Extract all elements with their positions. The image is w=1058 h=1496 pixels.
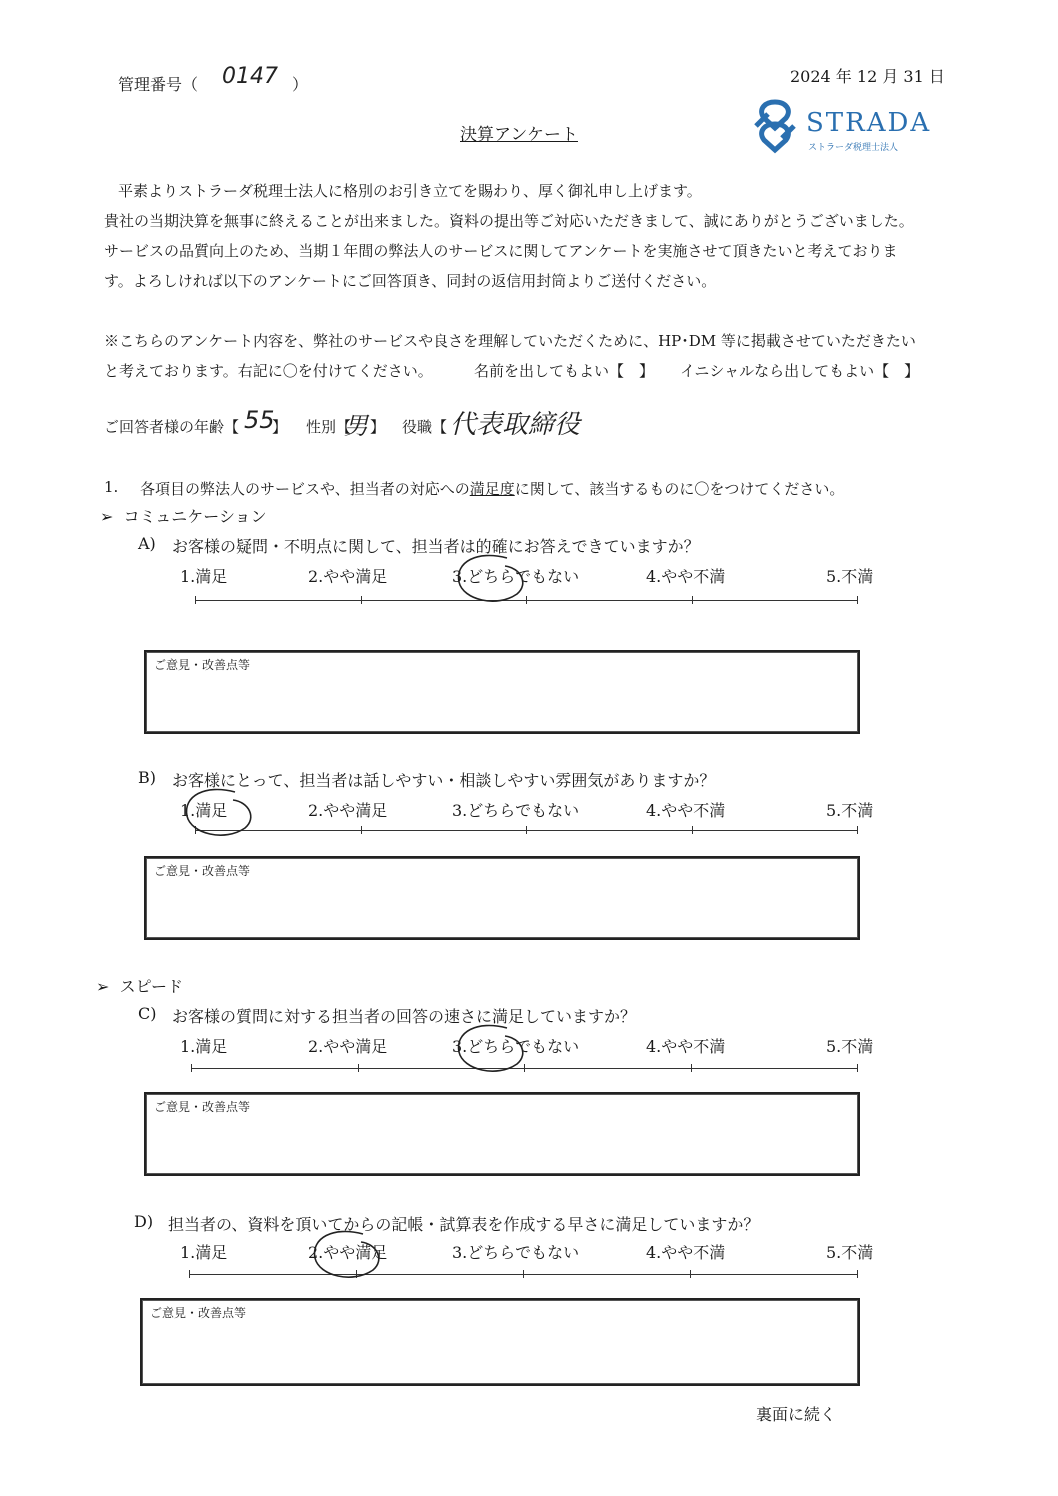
comment-label: ご意見・改善点等 — [154, 864, 251, 878]
age-close: 】 — [272, 418, 288, 436]
rating-option-3[interactable]: 3.どちらでもない — [452, 1037, 580, 1056]
category-speed: ➢ スピード — [96, 977, 183, 996]
rating-option-4[interactable]: 4.やや不満 — [646, 567, 726, 586]
question-c-label: C) — [138, 1004, 157, 1023]
rating-option-5[interactable]: 5.不満 — [826, 801, 874, 820]
strada-logo — [750, 98, 940, 158]
section-instruction: 各項目の弊法人のサービスや、担当者の対応への満足度に関して、該当するものに〇をつけてください。 — [140, 480, 845, 498]
rating-option-1[interactable]: 1.満足 — [180, 1037, 228, 1056]
strada-logo-icon — [750, 98, 800, 154]
rating-option-3[interactable]: 3.どちらでもない — [452, 567, 580, 586]
continue-on-back: 裏面に続く — [756, 1405, 837, 1424]
rating-option-2[interactable]: 2.やや満足 — [308, 567, 388, 586]
rating-option-3[interactable]: 3.どちらでもない — [452, 1243, 580, 1262]
rating-option-5[interactable]: 5.不満 — [826, 567, 874, 586]
option-initial-ok[interactable]: イニシャルなら出してもよい【 】 — [680, 362, 920, 380]
intro-line-1: 平素よりストラーダ税理士法人に格別のお引き立てを賜わり、厚く御礼申し上げます。 — [118, 182, 702, 200]
notice-line-1: ※こちらのアンケート内容を、弊社のサービスや良さを理解していただくために、HP･DM 等に掲載させていただきたい — [104, 332, 916, 350]
scale-tick — [857, 1064, 858, 1072]
rating-option-2[interactable]: 2.やや満足 — [308, 801, 388, 820]
gender-label: 性別【 — [306, 418, 352, 436]
rating-option-4[interactable]: 4.やや不満 — [646, 1037, 726, 1056]
comment-box-d[interactable] — [140, 1298, 860, 1386]
question-b-text: お客様にとって、担当者は話しやすい・相談しやすい雰囲気がありますか？ — [172, 771, 716, 790]
scale-tick — [857, 826, 858, 834]
question-d-text: 担当者の、資料を頂いてからの記帳・試算表を作成する早さに満足していますか？ — [168, 1215, 760, 1234]
question-b-label: B) — [138, 768, 156, 787]
gender-close: 】 — [370, 418, 386, 436]
comment-label: ご意見・改善点等 — [154, 658, 251, 672]
page-title: 決算アンケート — [460, 125, 578, 145]
role-label: 役職【 — [402, 418, 448, 436]
scale-tick — [361, 826, 362, 834]
scale-line — [190, 1274, 858, 1275]
scale-tick — [361, 596, 362, 604]
question-a-label: A) — [138, 534, 156, 553]
role-value[interactable]: 代表取締役 — [450, 410, 581, 440]
comment-label: ご意見・改善点等 — [150, 1306, 247, 1320]
age-value[interactable]: 55 — [244, 406, 275, 434]
scale-tick — [857, 596, 858, 604]
intro-line-2: 貴社の当期決算を無事に終えることが出来ました。資料の提出等ご対応いただきまして、誠にありがとうございました。 — [104, 212, 914, 230]
selected-circle-mark — [437, 550, 547, 620]
logo-subtext: ストラーダ税理士法人 — [808, 143, 899, 153]
scale-tick — [857, 1270, 858, 1278]
rating-option-1[interactable]: 1.満足 — [180, 1243, 228, 1262]
management-number-label: 管理番号（ — [118, 75, 199, 94]
selected-circle-mark — [293, 1226, 403, 1296]
rating-option-5[interactable]: 5.不満 — [826, 1243, 874, 1262]
scale-tick — [358, 1064, 359, 1072]
age-label: ご回答者様の年齢【 — [104, 418, 240, 436]
scale-tick — [191, 1064, 192, 1072]
comment-box-b[interactable] — [144, 856, 860, 940]
scale-tick — [692, 826, 693, 834]
logo-wordmark: STRADA — [806, 108, 932, 138]
notice-line-2: と考えております。右記に〇を付けてください。 — [104, 362, 433, 380]
comment-box-c[interactable] — [144, 1092, 860, 1176]
scale-tick — [523, 1270, 524, 1278]
management-number-value: 0147 — [222, 64, 278, 89]
scale-line — [196, 830, 858, 831]
rating-option-1[interactable]: 1.満足 — [180, 801, 228, 820]
rating-option-4[interactable]: 4.やや不満 — [646, 801, 726, 820]
question-a-text: お客様の疑問・不明点に関して、担当者は的確にお答えできていますか？ — [172, 537, 700, 556]
arrow-bullet-icon: ➢ — [96, 977, 110, 996]
arrow-bullet-icon: ➢ — [100, 507, 114, 526]
rating-option-5[interactable]: 5.不満 — [826, 1037, 874, 1056]
scale-tick — [526, 826, 527, 834]
scale-tick — [691, 1064, 692, 1072]
option-name-ok[interactable]: 名前を出してもよい【 】 — [474, 362, 655, 380]
scale-tick — [189, 1270, 190, 1278]
scale-tick — [195, 596, 196, 604]
selected-circle-mark — [165, 784, 275, 854]
selected-circle-mark — [437, 1020, 547, 1090]
document-date: 2024 年 12 月 31 日 — [790, 67, 945, 86]
section-number: 1. — [104, 478, 119, 496]
question-d-label: D) — [134, 1212, 154, 1231]
rating-option-1[interactable]: 1.満足 — [180, 567, 228, 586]
question-c-text: お客様の質問に対する担当者の回答の速さに満足していますか？ — [172, 1007, 637, 1026]
intro-line-3: サービスの品質向上のため、当期１年間の弊法人のサービスに関してアンケートを実施させて頂きたいと考えておりま — [104, 242, 898, 260]
rating-option-2[interactable]: 2.やや満足 — [308, 1243, 388, 1262]
rating-option-4[interactable]: 4.やや不満 — [646, 1243, 726, 1262]
scale-tick — [690, 1270, 691, 1278]
category-communication: ➢ コミュニケーション — [100, 507, 267, 526]
comment-box-a[interactable] — [144, 650, 860, 734]
gender-value[interactable]: 男 — [344, 412, 368, 440]
intro-line-4: す。よろしければ以下のアンケートにご回答頂き、同封の返信用封筒よりご送付ください。 — [104, 272, 717, 290]
comment-label: ご意見・改善点等 — [154, 1100, 251, 1114]
scale-tick — [692, 596, 693, 604]
rating-option-3[interactable]: 3.どちらでもない — [452, 801, 580, 820]
management-number-close: ） — [292, 75, 309, 94]
rating-option-2[interactable]: 2.やや満足 — [308, 1037, 388, 1056]
